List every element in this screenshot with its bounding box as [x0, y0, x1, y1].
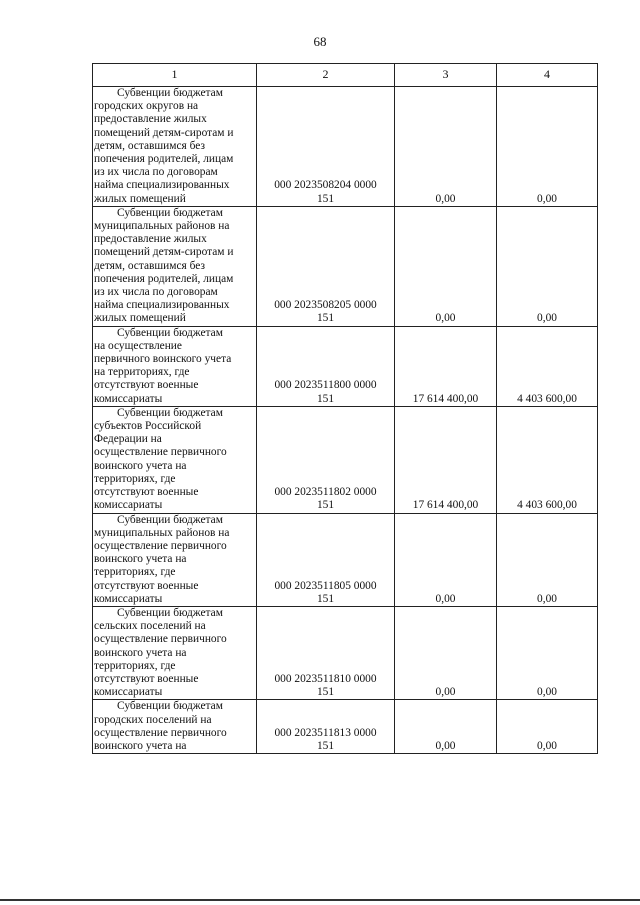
table-row [93, 513, 598, 606]
subvention-name-line: комиссариаты [94, 499, 163, 512]
subvention-name-cell [93, 606, 257, 699]
amount-col4-cell: 0,00 [497, 87, 598, 207]
budget-code-cell [257, 513, 395, 606]
subvention-name-line: на осуществление [94, 339, 182, 352]
budget-code-line: 000 2023511810 0000 [274, 672, 377, 685]
subvention-name-cell [93, 406, 257, 513]
table-header-row [93, 64, 598, 87]
amount-col3-cell: 0,00 [395, 700, 497, 754]
amount-col3-cell: 17 614 400,00 [395, 406, 497, 513]
budget-code-line: 000 2023508205 0000 [274, 299, 377, 312]
subvention-name-line: городских поселений на [94, 713, 212, 726]
budget-code-cell [257, 700, 395, 754]
subvention-name-line: Субвенции бюджетам [117, 513, 223, 526]
subvention-name-line: на территориях, где [94, 366, 190, 379]
subvention-name-cell [93, 326, 257, 406]
subvention-name-line: воинского учета на [94, 459, 187, 472]
subvention-name-line: помещений детям-сиротам и [94, 246, 234, 259]
subvention-name-line: предоставление жилых [94, 113, 207, 126]
budget-code-line: 000 2023508204 0000 [274, 179, 377, 192]
amount-col3-cell: 0,00 [395, 206, 497, 326]
budget-code-cell [257, 326, 395, 406]
subvention-name-line: попечения родителей, лицам [94, 272, 234, 285]
subvention-name-line: осуществление первичного [94, 446, 227, 459]
budget-code-cell [257, 606, 395, 699]
budget-code-line: 000 2023511813 0000 [274, 726, 377, 739]
budget-table [92, 63, 598, 754]
subvention-name-line: территориях, где [94, 566, 176, 579]
column-header-1: 1 [93, 64, 257, 87]
budget-code-line: 151 [316, 499, 335, 512]
subvention-name-line: найма специализированных [94, 179, 230, 192]
subvention-name-line: Субвенции бюджетам [117, 700, 223, 713]
subvention-name-cell [93, 206, 257, 326]
subvention-name-line: детям, оставшимся без [94, 139, 205, 152]
subvention-name-line: субъектов Российской [94, 420, 202, 433]
subvention-name-line: воинского учета на [94, 646, 187, 659]
table-row [93, 606, 598, 699]
column-header-2: 2 [257, 64, 395, 87]
amount-col3-cell: 0,00 [395, 87, 497, 207]
subvention-name-line: попечения родителей, лицам [94, 153, 234, 166]
subvention-name-line: отсутствуют военные [94, 379, 199, 392]
subvention-name-line: помещений детям-сиротам и [94, 126, 234, 139]
subvention-name-line: Субвенции бюджетам [117, 206, 223, 219]
subvention-name-line: комиссариаты [94, 686, 163, 699]
subvention-name-line: осуществление первичного [94, 633, 227, 646]
amount-col4-cell: 0,00 [497, 606, 598, 699]
amount-col3-cell: 0,00 [395, 606, 497, 699]
subvention-name-line: воинского учета на [94, 553, 187, 566]
subvention-name-line: из их числа по договорам [94, 166, 218, 179]
budget-code-line: 151 [316, 312, 335, 325]
subvention-name-line: территориях, где [94, 659, 176, 672]
table-row [93, 326, 598, 406]
budget-code-cell [257, 406, 395, 513]
subvention-name-line: первичного воинского учета [94, 353, 232, 366]
amount-col4-cell: 0,00 [497, 513, 598, 606]
table-row [93, 87, 598, 207]
subvention-name-line: воинского учета на [94, 739, 187, 752]
budget-code-line: 000 2023511802 0000 [274, 486, 377, 499]
subvention-name-line: сельских поселений на [94, 620, 206, 633]
subvention-name-line: Субвенции бюджетам [117, 326, 223, 339]
amount-col3-cell: 0,00 [395, 513, 497, 606]
subvention-name-line: жилых помещений [94, 192, 186, 205]
table-row [93, 700, 598, 754]
subvention-name-cell [93, 700, 257, 754]
table-row [93, 206, 598, 326]
page-number: 68 [313, 34, 327, 49]
budget-code-line: 151 [316, 592, 335, 605]
bottom-scan-edge [0, 899, 640, 901]
subvention-name-line: территориях, где [94, 472, 176, 485]
subvention-name-line: осуществление первичного [94, 539, 227, 552]
budget-code-line: 151 [316, 686, 335, 699]
amount-col4-cell: 0,00 [497, 700, 598, 754]
column-header-3: 3 [395, 64, 497, 87]
subvention-name-cell [93, 513, 257, 606]
subvention-name-line: Субвенции бюджетам [117, 87, 223, 99]
subvention-name-line: отсутствуют военные [94, 486, 199, 499]
budget-code-line: 000 2023511800 0000 [274, 379, 377, 392]
subvention-name-line: найма специализированных [94, 299, 230, 312]
subvention-name-line: Федерации на [94, 433, 162, 446]
subvention-name-line: Субвенции бюджетам [117, 406, 223, 419]
subvention-name-line: жилых помещений [94, 312, 186, 325]
budget-code-line: 000 2023511805 0000 [274, 579, 377, 592]
budget-code-line: 151 [316, 392, 335, 405]
subvention-name-line: городских округов на [94, 100, 199, 113]
amount-col3-cell: 17 614 400,00 [395, 326, 497, 406]
subvention-name-line: муниципальных районов на [94, 220, 230, 233]
subvention-name-line: Субвенции бюджетам [117, 606, 223, 619]
subvention-name-line: предоставление жилых [94, 233, 207, 246]
subvention-name-cell [93, 87, 257, 207]
amount-col4-cell: 4 403 600,00 [497, 406, 598, 513]
column-header-4: 4 [497, 64, 598, 87]
subvention-name-line: комиссариаты [94, 392, 163, 405]
subvention-name-line: отсутствуют военные [94, 579, 199, 592]
table-row [93, 406, 598, 513]
amount-col4-cell: 0,00 [497, 206, 598, 326]
subvention-name-line: комиссариаты [94, 592, 163, 605]
subvention-name-line: осуществление первичного [94, 726, 227, 739]
budget-code-line: 151 [316, 192, 335, 205]
subvention-name-line: отсутствуют военные [94, 672, 199, 685]
budget-code-cell [257, 206, 395, 326]
amount-col4-cell: 4 403 600,00 [497, 326, 598, 406]
subvention-name-line: муниципальных районов на [94, 526, 230, 539]
subvention-name-line: из их числа по договорам [94, 286, 218, 299]
budget-code-line: 151 [316, 739, 335, 752]
subvention-name-line: детям, оставшимся без [94, 259, 205, 272]
budget-code-cell [257, 87, 395, 207]
